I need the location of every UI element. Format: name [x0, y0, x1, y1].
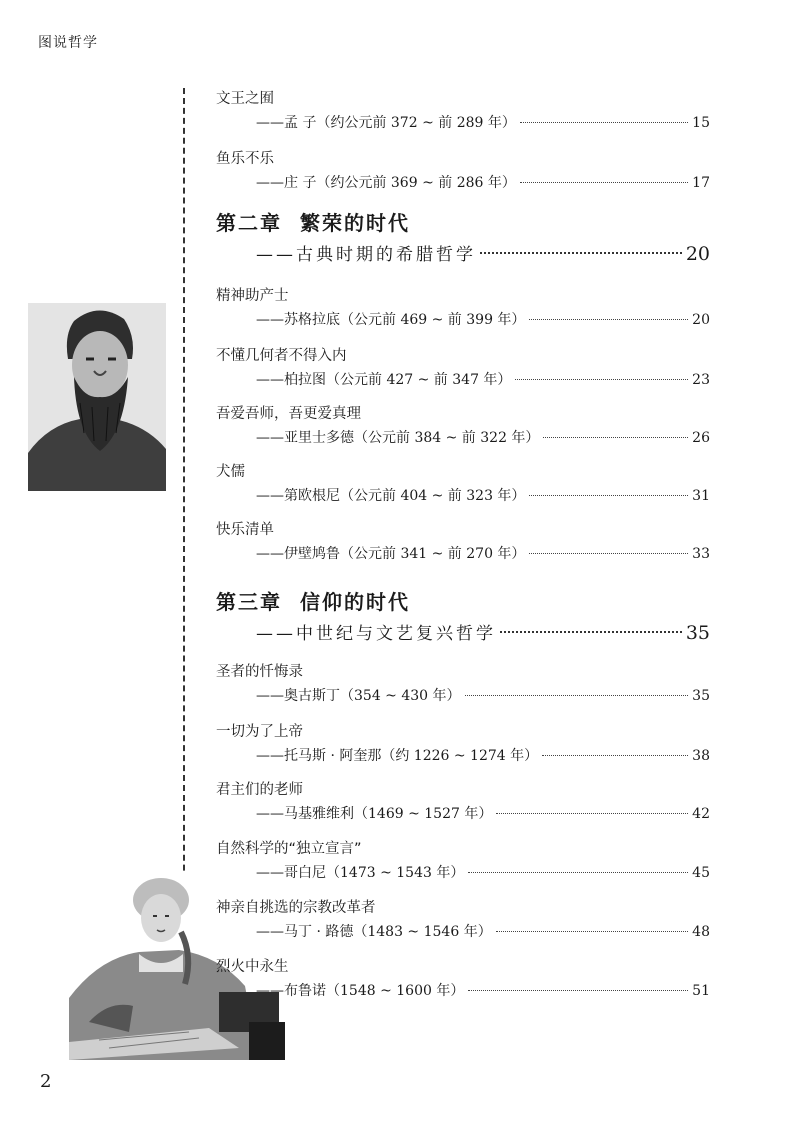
toc-entry-author: ——伊壁鸠鲁（公元前 341 ~ 前 270 年） — [256, 546, 526, 562]
toc-page-number: 31 — [692, 488, 710, 504]
dot-leader — [543, 437, 688, 438]
toc-entry-title: 自然科学的“独立宣言” — [216, 841, 362, 857]
toc-entry[interactable] — [216, 897, 710, 945]
toc-entry-author: ——托马斯 · 阿奎那（约 1226 ~ 1274 年） — [256, 748, 539, 764]
toc-entry[interactable] — [216, 461, 710, 509]
toc-entry[interactable] — [216, 721, 710, 769]
toc-entry-author: ——哥白尼（1473 ~ 1543 年） — [256, 865, 465, 881]
toc-entry[interactable] — [216, 148, 710, 196]
toc-entry-author: ——马基雅维利（1469 ~ 1527 年） — [256, 806, 493, 822]
bearded-man-portrait-image — [28, 303, 166, 491]
toc-entry-author: ——庄 子（约公元前 369 ~ 前 286 年） — [256, 175, 516, 191]
toc-page-number: 33 — [692, 546, 710, 562]
toc-page-number: 51 — [692, 983, 710, 999]
book-title: 图说哲学 — [38, 35, 98, 51]
dot-leader — [542, 755, 688, 756]
chapter-title: 信仰的时代 — [300, 590, 410, 614]
toc-entry-title: 精神助产士 — [216, 288, 289, 304]
toc-page-number: 45 — [692, 865, 710, 881]
dot-leader — [520, 122, 688, 123]
toc-page-number: 20 — [685, 243, 710, 265]
toc-page-number: 48 — [692, 924, 710, 940]
toc-entry-author: ——马丁 · 路德（1483 ~ 1546 年） — [256, 924, 492, 940]
dot-leader — [480, 252, 682, 254]
chapter-number: 第三章 — [216, 590, 282, 614]
toc-entry-title: 文王之囿 — [216, 91, 274, 107]
dot-leader — [529, 495, 688, 496]
toc-entry-author: ——奥古斯丁（354 ~ 430 年） — [256, 688, 461, 704]
toc-page-number: 20 — [692, 312, 710, 328]
toc-entry[interactable] — [216, 956, 710, 1004]
dot-leader — [520, 182, 688, 183]
toc-entry[interactable] — [216, 661, 710, 709]
dot-leader — [529, 553, 688, 554]
chapter-subtitle: ——古典时期的希腊哲学 — [256, 245, 476, 265]
toc-chapter-heading[interactable] — [216, 587, 710, 649]
chapter-number: 第二章 — [216, 211, 282, 235]
dot-leader — [468, 872, 688, 873]
toc-page-number: 23 — [692, 372, 710, 388]
toc-entry[interactable] — [216, 88, 710, 136]
toc-entry-author: ——布鲁诺（1548 ~ 1600 年） — [256, 983, 465, 999]
toc-entry[interactable] — [216, 838, 710, 886]
toc-entry-author: ——孟 子（约公元前 372 ~ 前 289 年） — [256, 115, 516, 131]
toc-entry-title: 一切为了上帝 — [216, 724, 303, 740]
toc-entry-title: 快乐清单 — [216, 522, 274, 538]
toc-entry-title: 君主们的老师 — [216, 782, 303, 798]
toc-page-number: 17 — [692, 175, 710, 191]
toc-entry[interactable] — [216, 403, 710, 451]
toc-entry-author: ——亚里士多德（公元前 384 ~ 前 322 年） — [256, 430, 540, 446]
toc-entry-title: 鱼乐不乐 — [216, 151, 274, 167]
toc-entry-title: 吾爱吾师，吾更爱真理 — [216, 406, 361, 422]
toc-page-number: 35 — [685, 622, 710, 644]
toc-page-number: 35 — [692, 688, 710, 704]
dot-leader — [500, 631, 682, 633]
toc-entry-author: ——柏拉图（公元前 427 ~ 前 347 年） — [256, 372, 512, 388]
toc-entry-author: ——第欧根尼（公元前 404 ~ 前 323 年） — [256, 488, 526, 504]
toc-page-number: 15 — [692, 115, 710, 131]
toc-entry[interactable] — [216, 519, 710, 567]
toc-page-number: 38 — [692, 748, 710, 764]
toc-chapter-heading[interactable] — [216, 208, 710, 270]
dot-leader — [465, 695, 689, 696]
dot-leader — [515, 379, 688, 380]
toc-entry[interactable] — [216, 779, 710, 827]
toc-entry[interactable] — [216, 345, 710, 393]
dot-leader — [468, 990, 688, 991]
toc-entry-title: 圣者的忏悔录 — [216, 664, 303, 680]
toc-entry-title: 神亲自挑选的宗教改革者 — [216, 900, 376, 916]
chapter-subtitle: ——中世纪与文艺复兴哲学 — [256, 624, 496, 644]
toc-entry-title: 烈火中永生 — [216, 959, 289, 975]
toc-page-number: 26 — [692, 430, 710, 446]
dot-leader — [496, 931, 688, 932]
toc-entry-title: 不懂几何者不得入内 — [216, 348, 347, 364]
toc-entry[interactable] — [216, 285, 710, 333]
toc-entry-title: 犬儒 — [216, 464, 245, 480]
toc-page-number: 42 — [692, 806, 710, 822]
dot-leader — [496, 813, 688, 814]
toc-entry-author: ——苏格拉底（公元前 469 ~ 前 399 年） — [256, 312, 526, 328]
dot-leader — [529, 319, 688, 320]
chapter-title: 繁荣的时代 — [300, 211, 410, 235]
page-number: 2 — [40, 1071, 52, 1092]
